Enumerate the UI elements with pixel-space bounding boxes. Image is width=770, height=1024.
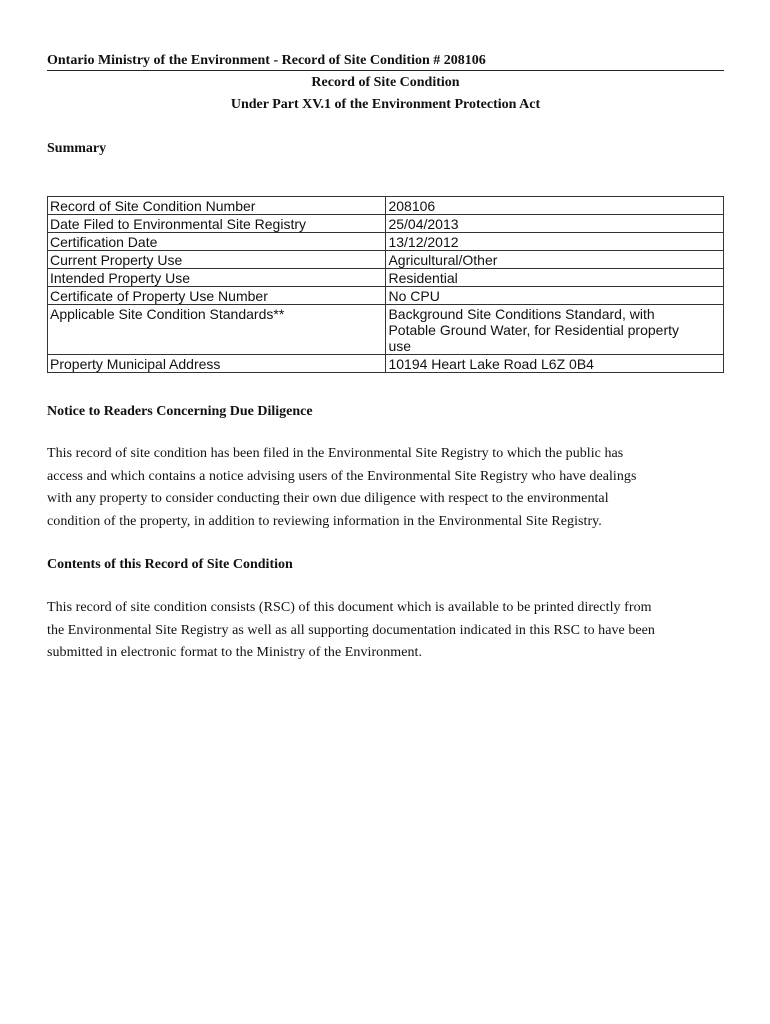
contents-heading: Contents of this Record of Site Condition	[47, 557, 293, 572]
paragraph-line: with any property to consider conducting their own due diligence with respect to the environmental	[47, 491, 609, 506]
table-row	[48, 305, 724, 355]
table-cell-value-line: No CPU	[388, 288, 440, 304]
table-cell-value	[386, 251, 724, 269]
table-cell-label: Current Property Use	[48, 251, 386, 269]
paragraph-line: This record of site condition consists (RSC) of this document which is available to be printed directly from	[47, 600, 652, 615]
table-cell-value	[386, 287, 724, 305]
table-row	[48, 197, 724, 215]
paragraph-line: submitted in electronic format to the Ministry of the Environment.	[47, 645, 422, 660]
table-cell-label: Record of Site Condition Number	[48, 197, 386, 215]
table-cell-label: Certification Date	[48, 233, 386, 251]
table-cell-value	[386, 269, 724, 287]
table-cell-value	[386, 215, 724, 233]
table-row	[48, 269, 724, 287]
table-cell-value-line: 25/04/2013	[388, 216, 459, 232]
table-cell-value-line: 208106	[388, 198, 436, 214]
summary-table	[47, 196, 724, 373]
table-cell-value	[386, 305, 724, 355]
table-cell-value-line: 13/12/2012	[388, 234, 459, 250]
document-subtitle: Under Part XV.1 of the Environment Protection Act	[230, 97, 541, 112]
notice-paragraph	[47, 443, 727, 533]
table-cell-label: Date Filed to Environmental Site Registry	[48, 215, 386, 233]
document-header: Ontario Ministry of the Environment - Record of Site Condition # 208106	[47, 53, 724, 71]
contents-paragraph	[47, 597, 727, 665]
table-cell-label: Applicable Site Condition Standards**	[48, 305, 386, 355]
table-row	[48, 287, 724, 305]
paragraph-line: condition of the property, in addition to reviewing information in the Environmental Site Registry.	[47, 513, 602, 529]
summary-heading: Summary	[47, 141, 107, 156]
table-cell-value	[386, 197, 724, 215]
table-row	[48, 355, 724, 373]
table-cell-value-line: Agricultural/Other	[388, 252, 498, 268]
table-row	[48, 215, 724, 233]
table-cell-label: Certificate of Property Use Number	[48, 287, 386, 305]
table-cell-value	[386, 355, 724, 373]
table-cell-value-line: Potable Ground Water, for Residential property	[388, 322, 679, 338]
paragraph-line: the Environmental Site Registry as well as all supporting documentation indicated in this RSC to have been	[47, 622, 655, 638]
table-cell-label: Property Municipal Address	[48, 355, 386, 373]
table-cell-value-line: use	[388, 338, 412, 354]
table-row	[48, 251, 724, 269]
table-cell-value	[386, 233, 724, 251]
table-cell-value-line: Residential	[388, 270, 458, 286]
paragraph-line: This record of site condition has been filed in the Environmental Site Registry to which the public has	[47, 446, 624, 461]
table-cell-label: Intended Property Use	[48, 269, 386, 287]
notice-heading: Notice to Readers Concerning Due Diligence	[47, 404, 313, 419]
paragraph-line: access and which contains a notice advising users of the Environmental Site Registry who have dealings	[47, 468, 637, 484]
table-cell-value-line: Background Site Conditions Standard, with	[388, 306, 655, 322]
table-row	[48, 233, 724, 251]
document-title: Record of Site Condition	[311, 75, 460, 90]
table-cell-value-line: 10194 Heart Lake Road L6Z 0B4	[388, 356, 594, 372]
